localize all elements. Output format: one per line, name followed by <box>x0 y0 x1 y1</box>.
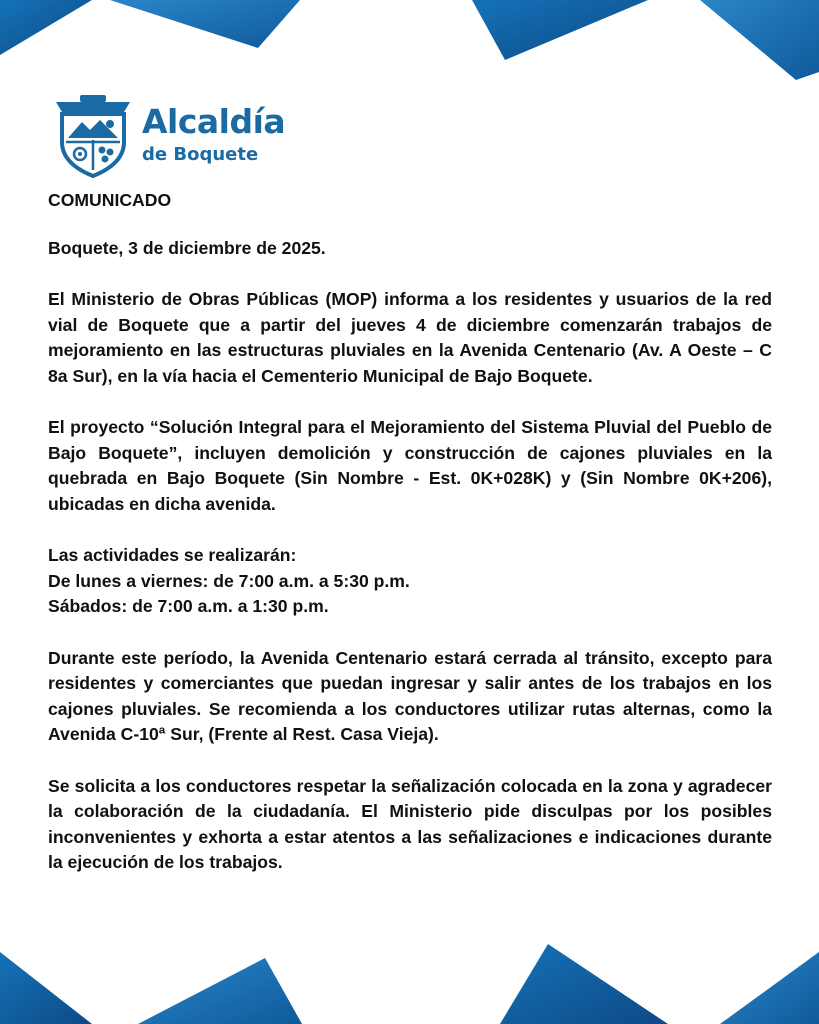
paragraph-request: Se solicita a los conductores respetar la señalización colocada en la zona y agradecer la colaboración de la ciudadanía. El Ministerio pide disculpas por los posibles inconvenientes y exhorta a estar atentos a las señalizaciones e indicaciones durante la ejecución de los trabajos. <box>48 775 772 872</box>
paragraph-announcement: El Ministerio de Obras Públicas (MOP) informa a los residentes y usuarios de la red vial de Boquete que a partir del jueves 4 de diciembre comenzarán trabajos de mejoramiento en las estructuras pluviales en la Avenida Centenario (Av. A Oeste – C 8a Sur), en la vía hacia el Cementerio Municipal de Bajo Boquete. <box>48 289 772 386</box>
logo-subtitle: de Boquete <box>142 144 259 165</box>
bottom-center-left-triangle <box>138 958 302 1024</box>
dateline: Boquete, 3 de diciembre de 2025. <box>48 237 326 258</box>
communique-body <box>48 188 772 902</box>
paragraph-project: El proyecto “Solución Integral para el Mejoramiento del Sistema Pluvial del Pueblo de Bajo Boquete”, incluyen demolición y construcción de cajones pluviales en la quebrada en Bajo Boquete (Sin Nombre - Est. 0K+028K) y (Sin Nombre 0K+206), ubicadas en dicha avenida. <box>48 417 772 514</box>
top-right-triangle <box>700 0 819 80</box>
bottom-center-right-triangle <box>500 944 668 1024</box>
logo-title: Alcaldía <box>142 102 286 141</box>
document-heading: COMUNICADO <box>48 190 172 210</box>
top-center-left-triangle <box>110 0 300 48</box>
top-left-triangle <box>0 0 92 55</box>
alcaldia-logo <box>50 92 290 178</box>
bottom-right-triangle <box>720 952 819 1024</box>
schedule-intro: Las actividades se realizarán: <box>48 545 297 565</box>
schedule-weekdays: De lunes a viernes: de 7:00 a.m. a 5:30 p.m. <box>48 570 410 591</box>
schedule-saturday: Sábados: de 7:00 a.m. a 1:30 p.m. <box>48 596 329 616</box>
top-center-right-triangle <box>472 0 648 60</box>
boquete-coat-of-arms-icon <box>50 92 136 178</box>
bottom-left-triangle <box>0 952 92 1024</box>
paragraph-closure: Durante este período, la Avenida Centenario estará cerrada al tránsito, excepto para residentes y comerciantes que puedan ingresar y salir antes de los trabajos en los cajones pluviales. Se recomienda a los conductores utilizar rutas alternas, como la Avenida C-10ª Sur, (Frente al Rest. Casa Vieja). <box>48 647 772 744</box>
schedule-block <box>48 543 772 620</box>
